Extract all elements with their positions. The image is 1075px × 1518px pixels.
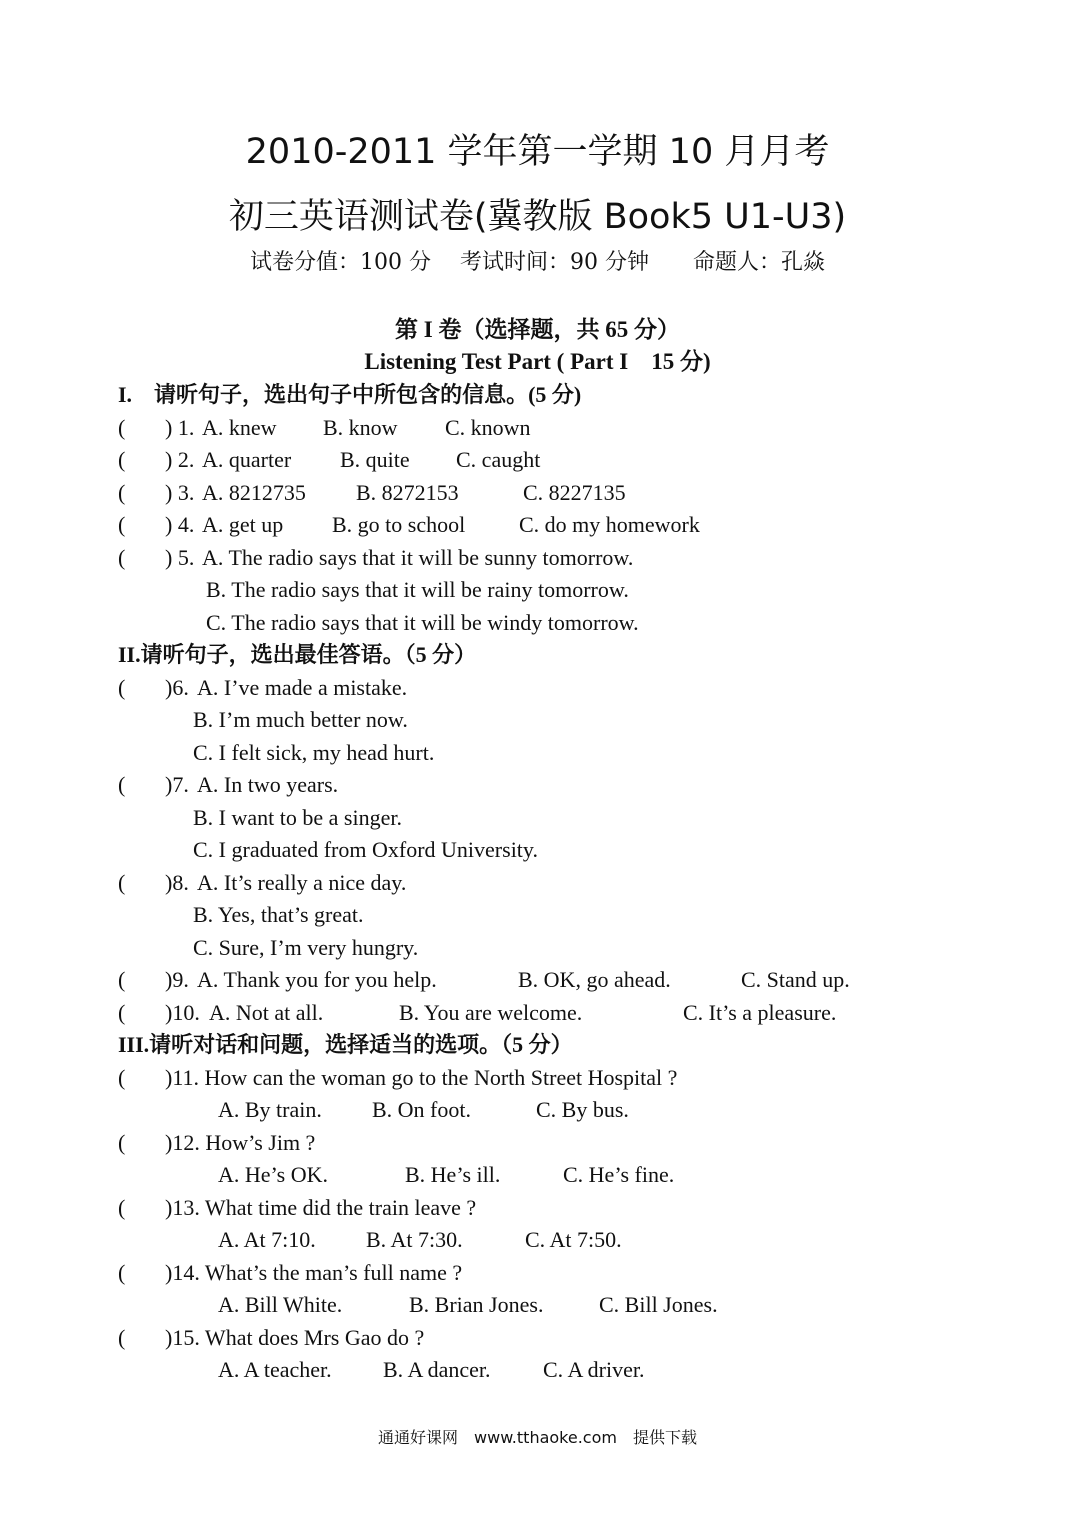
option-b: B. quite (340, 447, 410, 472)
answer-bracket: ( (118, 1130, 126, 1155)
answer-bracket: ( (118, 967, 126, 992)
option-c: C. do my homework (519, 512, 700, 537)
section-1-heading: I. 请听句子，选出句子中所包含的信息。(5 分) (118, 382, 582, 407)
answer-bracket: ( (118, 545, 126, 570)
option-b: B. You are welcome. (399, 1000, 583, 1025)
option-b: B. 8272153 (356, 480, 459, 505)
answer-bracket: ( (118, 480, 126, 505)
option-a: A. knew (202, 415, 277, 440)
option-a: A. quarter (202, 447, 292, 472)
answer-bracket: ( (118, 675, 126, 700)
answer-bracket: ( (118, 415, 126, 440)
option-b: B. Yes, that’s great. (193, 902, 364, 927)
question-stem: )14. What’s the man’s full name ? (165, 1260, 463, 1285)
option-c: C. Sure, I’m very hungry. (193, 935, 419, 960)
option-a: A. It’s really a nice day. (197, 870, 407, 895)
exam-title-line2: 初三英语测试卷(冀教版 Book5 U1-U3) (228, 197, 847, 237)
answer-bracket: ( (118, 447, 126, 472)
option-a: A. Thank you for you help. (197, 967, 437, 992)
exam-title-line1: 2010-2011 学年第一学期 10 月月考 (245, 132, 830, 172)
option-c: C. known (445, 415, 531, 440)
question-number: ) 1. (165, 415, 195, 440)
answer-bracket: ( (118, 1000, 126, 1025)
option-b: B. A dancer. (383, 1357, 491, 1382)
question-stem: )12. How’s Jim ? (165, 1130, 316, 1155)
option-c: C. Bill Jones. (599, 1292, 718, 1317)
option-a: A. The radio says that it will be sunny tomorrow. (202, 545, 634, 570)
question-number: )6. (165, 675, 189, 700)
option-c: C. caught (456, 447, 541, 472)
option-b: B. I’m much better now. (193, 707, 408, 732)
option-a: A. get up (202, 512, 284, 537)
option-c: C. At 7:50. (525, 1227, 622, 1252)
option-c: C. It’s a pleasure. (683, 1000, 837, 1025)
option-c: C. He’s fine. (563, 1162, 675, 1187)
section-3-heading: III.请听对话和问题，选择适当的选项。（5 分） (118, 1032, 573, 1057)
option-a: A. Bill White. (218, 1292, 343, 1317)
option-c: C. The radio says that it will be windy tomorrow. (206, 610, 639, 635)
option-b: B. go to school (332, 512, 466, 537)
question-number: )7. (165, 772, 189, 797)
question-stem: )11. How can the woman go to the North Street Hospital ? (165, 1065, 678, 1090)
option-c: C. I graduated from Oxford University. (193, 837, 538, 862)
option-b: B. know (323, 415, 398, 440)
question-number: ) 4. (165, 512, 195, 537)
option-b: B. On foot. (372, 1097, 471, 1122)
listening-part-title: Listening Test Part ( Part I 15 分) (364, 349, 711, 374)
option-a: A. I’ve made a mistake. (197, 675, 408, 700)
option-a: A. 8212735 (202, 480, 306, 505)
answer-bracket: ( (118, 1065, 126, 1090)
answer-bracket: ( (118, 1195, 126, 1220)
option-b: B. Brian Jones. (409, 1292, 544, 1317)
answer-bracket: ( (118, 772, 126, 797)
option-c: C. 8227135 (523, 480, 626, 505)
option-b: B. At 7:30. (366, 1227, 463, 1252)
option-b: B. The radio says that it will be rainy tomorrow. (206, 577, 629, 602)
option-c: C. By bus. (536, 1097, 629, 1122)
question-number: )10. (165, 1000, 200, 1025)
exam-info: 试卷分值：100 分 考试时间：90 分钟 命题人：孔焱 (250, 250, 825, 275)
option-b: B. I want to be a singer. (193, 805, 402, 830)
question-number: )9. (165, 967, 189, 992)
section-2-heading: II.请听句子，选出最佳答语。（5 分） (118, 642, 477, 667)
question-number: ) 2. (165, 447, 195, 472)
option-c: C. A driver. (543, 1357, 645, 1382)
answer-bracket: ( (118, 1325, 126, 1350)
question-stem: )13. What time did the train leave ? (165, 1195, 477, 1220)
volume-title: 第 I 卷（选择题，共 65 分） (395, 317, 680, 342)
question-number: ) 5. (165, 545, 195, 570)
option-a: A. At 7:10. (218, 1227, 316, 1252)
answer-bracket: ( (118, 512, 126, 537)
option-c: C. I felt sick, my head hurt. (193, 740, 435, 765)
option-a: A. A teacher. (218, 1357, 332, 1382)
question-number: )8. (165, 870, 189, 895)
question-stem: )15. What does Mrs Gao do ? (165, 1325, 425, 1350)
question-number: ) 3. (165, 480, 195, 505)
option-b: B. OK, go ahead. (518, 967, 671, 992)
option-a: A. He’s OK. (218, 1162, 328, 1187)
option-a: A. By train. (218, 1097, 322, 1122)
option-a: A. Not at all. (209, 1000, 324, 1025)
answer-bracket: ( (118, 870, 126, 895)
option-b: B. He’s ill. (405, 1162, 501, 1187)
option-a: A. In two years. (197, 772, 339, 797)
footer-download-note: 通通好课网 www.tthaoke.com 提供下载 (378, 1428, 697, 1447)
answer-bracket: ( (118, 1260, 126, 1285)
option-c: C. Stand up. (741, 967, 850, 992)
